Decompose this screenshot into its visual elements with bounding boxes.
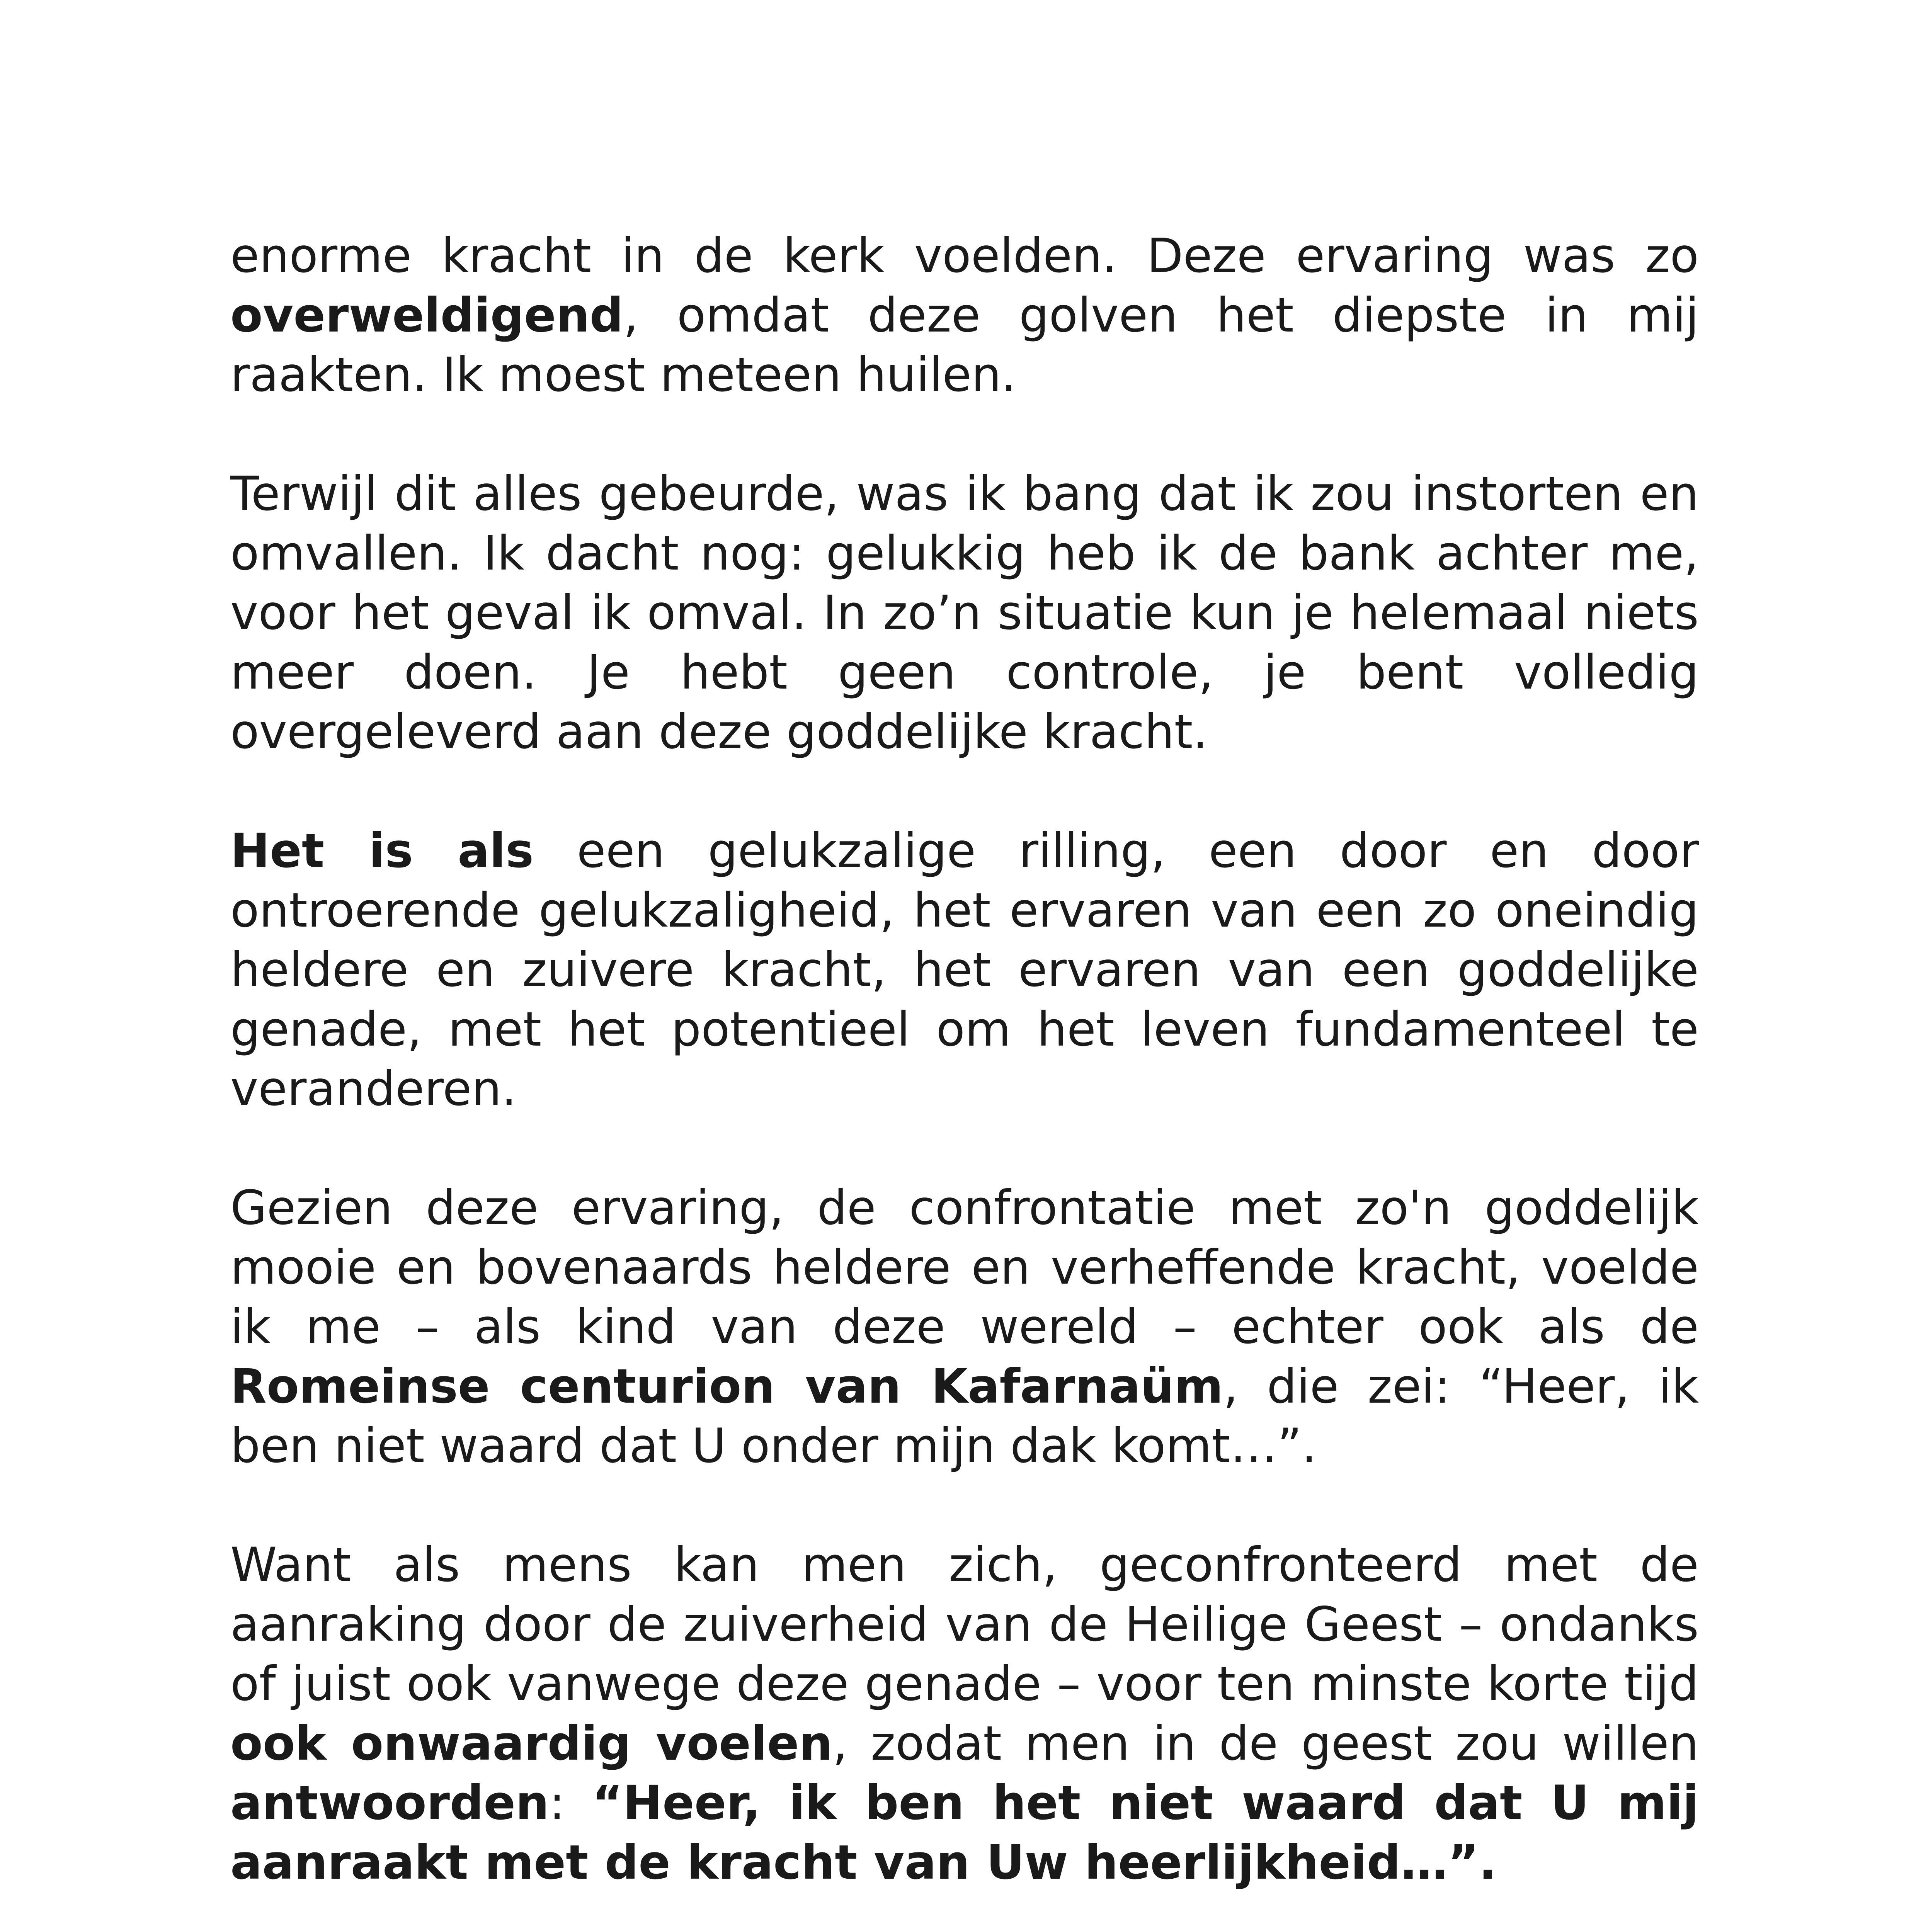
- bold-text-run: Romeinse centurion van Kafarnaüm: [230, 1359, 1223, 1414]
- bold-text-run: Het is als: [230, 823, 534, 878]
- body-text: [230, 226, 1699, 1932]
- text-run: , zodat men in de geest zou willen: [832, 1716, 1699, 1771]
- text-run: enorme kracht in de kerk voelden. Deze ervaring was zo: [230, 228, 1699, 283]
- text-run: Terwijl dit alles gebeurde, was ik bang dat ik zou instorten en omvallen. Ik dacht nog: gelukkig heb ik de bank achter me, voor het geval ik omval. In zo’n situatie kun je helemaal niets meer doen. Je hebt geen controle, je bent volledig overgeleverd aan deze goddelijke kracht.: [230, 466, 1699, 759]
- text-run: , omdat deze golven het diepste in mij raakten. Ik moest meteen huilen.: [230, 288, 1699, 402]
- bold-text-run: antwoorden: [230, 1776, 549, 1830]
- text-run: , die zei: “Heer, ik ben niet waard dat U onder mijn dak komt…”.: [230, 1359, 1699, 1473]
- paragraph-4: [230, 1178, 1699, 1476]
- text-run: Want als mens kan men zich, geconfronteerd met de aanraking door de zuiverheid van de Heilige Geest – ondanks of juist ook vanwege deze genade – voor ten minste korte tijd: [230, 1537, 1699, 1711]
- paragraph-2: [230, 464, 1699, 762]
- paragraph-3: [230, 821, 1699, 1119]
- bold-text-run: overweldigend: [230, 288, 623, 343]
- bold-text-run: ook onwaardig voelen: [230, 1716, 833, 1771]
- paragraph-5: [230, 1535, 1699, 1892]
- text-run: een gelukzalige rilling, een door en door ontroerende gelukzaligheid, het ervaren van een zo oneindig heldere en zuivere kracht, het ervaren van een goddelijke genade, met het potentieel om het leven fundamenteel te veranderen.: [230, 823, 1699, 1116]
- text-run: :: [549, 1776, 592, 1830]
- bold-quote-run: “Heer, ik ben het niet waard dat U mij aanraakt met de kracht van Uw heerlijkheid…”.: [230, 1776, 1699, 1890]
- paragraph-1: [230, 226, 1699, 405]
- text-run: Gezien deze ervaring, de confrontatie met zo'n goddelijk mooie en bovenaards heldere en verheffende kracht, voelde ik me – als kind van deze wereld – echter ook als de: [230, 1180, 1699, 1354]
